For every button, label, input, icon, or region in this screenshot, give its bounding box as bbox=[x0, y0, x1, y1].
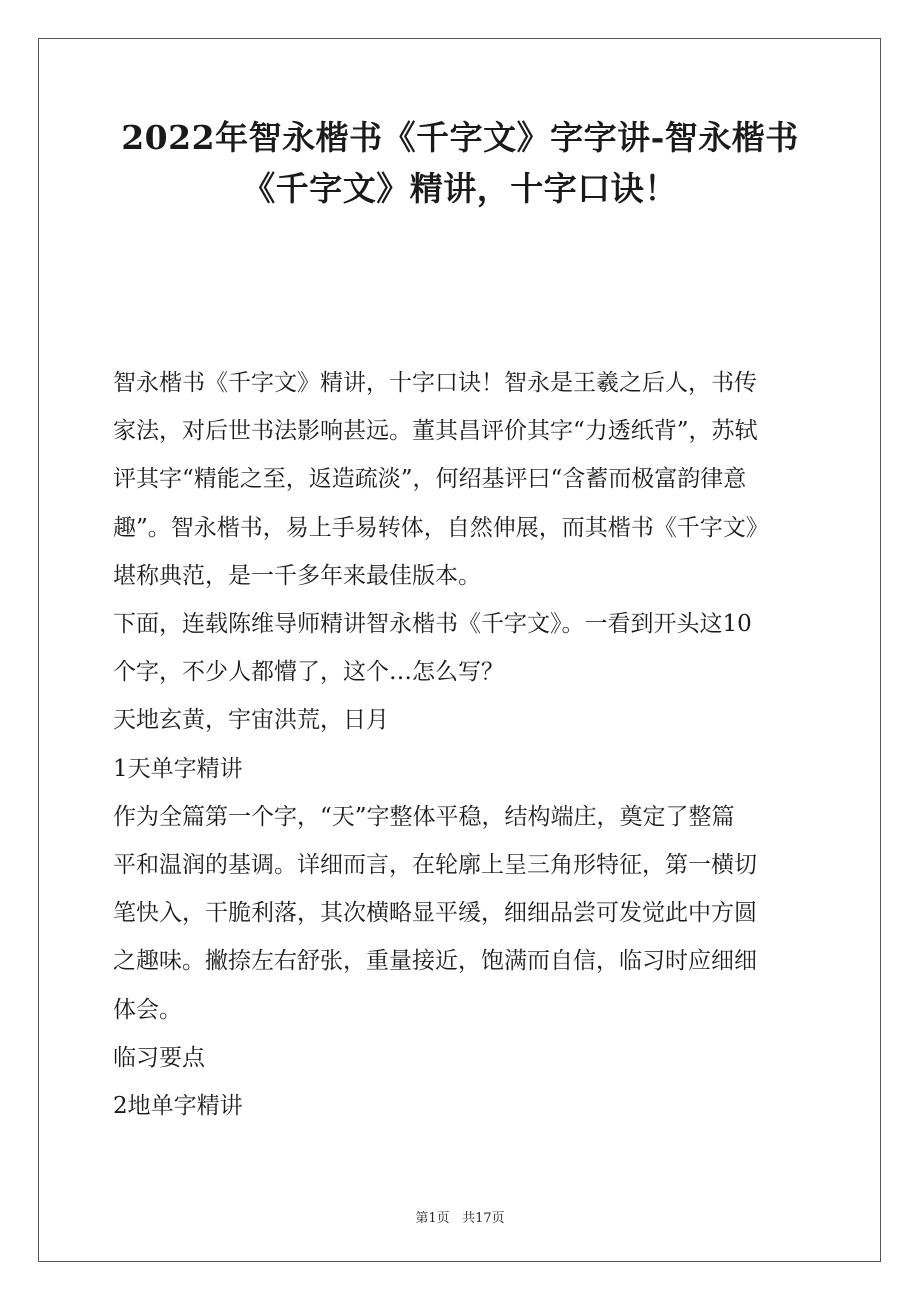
title-line-1: 2022年智永楷书《千字文》字字讲-智永楷书 bbox=[121, 118, 799, 157]
page-number: 第1页 bbox=[415, 1211, 450, 1226]
page-footer bbox=[0, 1207, 920, 1226]
section-heading: 1天单字精讲 bbox=[113, 755, 243, 782]
body-line: 评其字“精能之至，返造疏淡”，何绍基评曰“含蓄而极富韵律意 bbox=[113, 466, 747, 493]
body-line: 个字，不少人都懵了，这个…怎么写？ bbox=[113, 659, 504, 686]
body-line: 下面，连载陈维导师精讲智永楷书《千字文》。一看到开头这10 bbox=[113, 611, 752, 638]
title-line-2: 《千字文》精讲，十字口诀！ bbox=[242, 169, 678, 208]
body-line: 天地玄黄，宇宙洪荒，日月 bbox=[113, 707, 389, 734]
body-line: 作为全篇第一个字，“天”字整体平稳，结构端庄，奠定了整篇 bbox=[113, 803, 735, 830]
body-line: 之趣味。撇捺左右舒张，重量接近，饱满而自信，临习时应细细 bbox=[113, 948, 757, 975]
body-line: 趣”。智永楷书，易上手易转体，自然伸展，而其楷书《千字文》 bbox=[113, 514, 769, 541]
body-line: 智永楷书《千字文》精讲，十字口诀！智永是王羲之后人，书传 bbox=[113, 370, 757, 396]
section-heading: 2地单字精讲 bbox=[113, 1093, 243, 1120]
document-body bbox=[113, 359, 813, 1130]
page-total: 共17页 bbox=[462, 1211, 505, 1226]
document-title bbox=[60, 112, 860, 214]
body-line: 笔快入，干脆利落，其次横略显平缓，细细品尝可发觉此中方圆 bbox=[113, 900, 757, 927]
body-line: 平和温润的基调。详细而言，在轮廓上呈三角形特征，第一横切 bbox=[113, 852, 757, 879]
body-line: 体会。 bbox=[113, 996, 182, 1023]
body-line: 家法，对后世书法影响甚远。董其昌评价其字“力透纸背”，苏轼 bbox=[113, 418, 758, 445]
body-line: 堪称典范，是一千多年来最佳版本。 bbox=[113, 562, 481, 589]
section-heading: 临习要点 bbox=[113, 1044, 205, 1071]
